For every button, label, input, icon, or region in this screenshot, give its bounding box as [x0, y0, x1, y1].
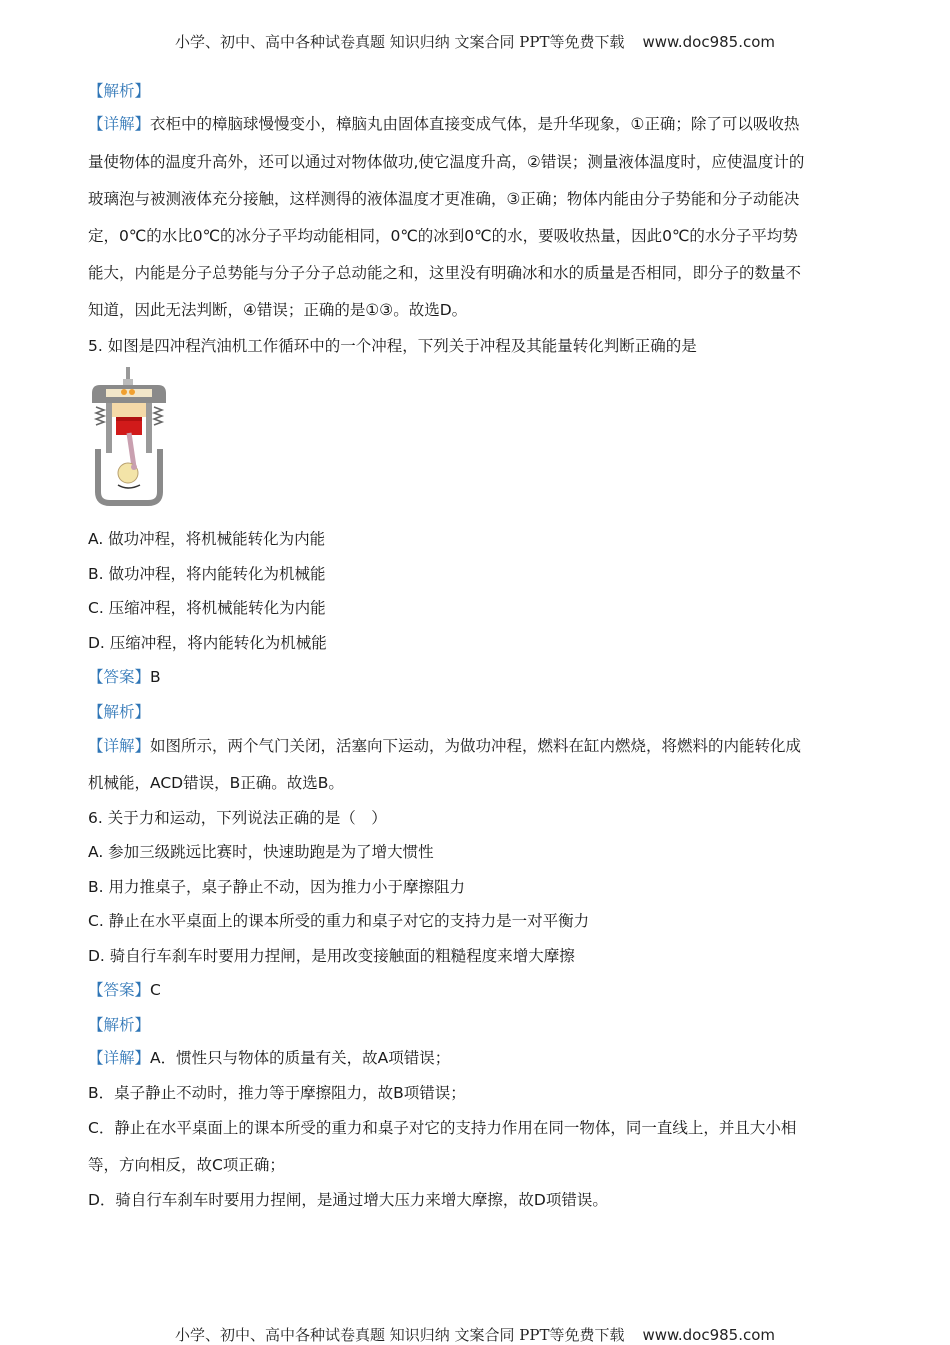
q6-answer	[88, 980, 868, 1000]
q5-answer-value: B	[150, 668, 161, 686]
q4-text-line: 衣柜中的樟脑球慢慢变小，樟脑丸由固体直接变成气体，是升华现象，①正确；除了可以吸收热	[150, 115, 800, 133]
q6-option-a: A. 参加三级跳远比赛时，快速助跑是为了增大惯性	[88, 843, 434, 861]
page-footer	[0, 1324, 950, 1345]
q4-analysis-tag: 【解析】	[88, 82, 151, 100]
q5-question: 5. 如图是四冲程汽油机工作循环中的一个冲程，下列关于冲程及其能量转化判断正确的是	[88, 337, 697, 355]
q4-detail-tag: 【详解】	[88, 115, 151, 133]
q6-option-d: D. 骑自行车刹车时要用力捏闸，是用改变接触面的粗糙程度来增大摩擦	[88, 947, 575, 965]
q6-detail-line	[88, 1048, 868, 1068]
header-text: 小学、初中、高中各种试卷真题 知识归纳 文案合同 PPT等免费下载	[174, 33, 625, 51]
q5-text-line: 如图所示，两个气门关闭，活塞向下运动，为做功冲程，燃料在缸内燃烧，将燃料的内能转化成	[150, 737, 802, 755]
q4-text-line: 能大，内能是分子总势能与分子分子总动能之和，这里没有明确冰和水的质量是否相同，即分子的数量不	[88, 264, 802, 282]
header-url[interactable]: www.doc985.com	[642, 33, 776, 51]
q5-answer	[88, 667, 868, 687]
q5-option-c: C. 压缩冲程，将机械能转化为内能	[88, 599, 326, 617]
q5-option-d: D. 压缩冲程，将内能转化为机械能	[88, 634, 327, 652]
q6-text-line: A．惯性只与物体的质量有关，故A项错误；	[150, 1049, 451, 1067]
engine-diagram	[88, 367, 170, 507]
q6-text-line: D．骑自行车刹车时要用力捏闸，是通过增大压力来增大摩擦，故D项错误。	[88, 1191, 608, 1209]
page-header	[0, 31, 950, 52]
q5-detail-line	[88, 736, 868, 756]
q5-option-a: A. 做功冲程，将机械能转化为内能	[88, 530, 326, 548]
q5-detail-tag: 【详解】	[88, 737, 151, 755]
footer-url[interactable]: www.doc985.com	[642, 1326, 776, 1344]
q5-analysis-tag: 【解析】	[88, 703, 151, 721]
q6-text-line: C．静止在水平桌面上的课本所受的重力和桌子对它的支持力作用在同一物体，同一直线上，并且大小相	[88, 1119, 797, 1137]
q4-text-line: 量使物体的温度升高外，还可以通过对物体做功,使它温度升高，②错误；测量液体温度时，应使温度计的	[88, 153, 805, 171]
q6-answer-tag: 【答案】	[88, 981, 151, 999]
q6-option-c: C. 静止在水平桌面上的课本所受的重力和桌子对它的支持力是一对平衡力	[88, 912, 590, 930]
q5-answer-tag: 【答案】	[88, 668, 151, 686]
q4-text-line: 知道，因此无法判断，④错误；正确的是①③。故选D。	[88, 301, 468, 319]
q6-text-line: 等，方向相反，故C项正确；	[88, 1156, 285, 1174]
q5-option-b: B. 做功冲程，将内能转化为机械能	[88, 565, 326, 583]
q4-text-line: 定，0℃的水比0℃的冰分子平均动能相同，0℃的冰到0℃的水，要吸收热量，因此0℃的水分子平均势	[88, 227, 798, 245]
footer-text: 小学、初中、高中各种试卷真题 知识归纳 文案合同 PPT等免费下载	[174, 1326, 625, 1344]
q4-text-line: 玻璃泡与被测液体充分接触，这样测得的液体温度才更准确，③正确；物体内能由分子势能和分子动能决	[88, 190, 800, 208]
q6-text-line: B．桌子静止不动时，推力等于摩擦阻力，故B项错误；	[88, 1084, 466, 1102]
q6-detail-tag: 【详解】	[88, 1049, 151, 1067]
q5-text-line: 机械能，ACD错误，B正确。故选B。	[88, 774, 344, 792]
q6-answer-value: C	[150, 981, 161, 999]
q6-analysis-tag: 【解析】	[88, 1016, 151, 1034]
q6-option-b: B. 用力推桌子，桌子静止不动，因为推力小于摩擦阻力	[88, 878, 465, 896]
q6-question: 6. 关于力和运动，下列说法正确的是（ ）	[88, 809, 387, 827]
q4-detail-line	[88, 114, 868, 134]
